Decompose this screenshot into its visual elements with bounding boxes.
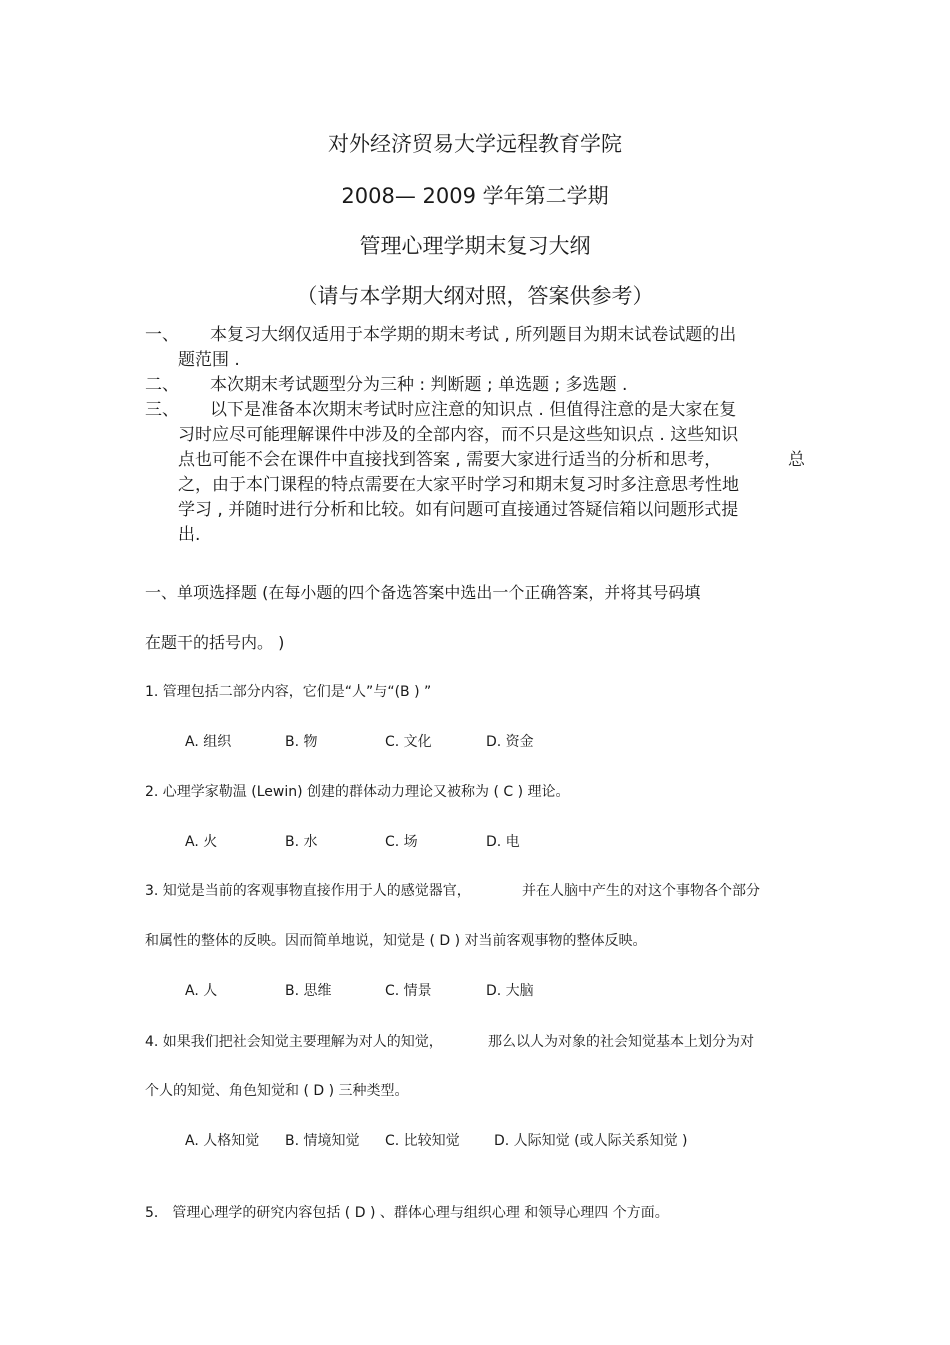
question-2-option-a: A. 火 xyxy=(185,834,218,850)
intro-item-3-line-2: 习时应尽可能理解课件中涉及的全部内容，而不只是这些知识点 . 这些知识 xyxy=(178,425,739,445)
intro-item-1-line-1: 本复习大纲仅适用于本学期的期末考试 , 所列题目为期末试卷试题的出 xyxy=(210,325,737,345)
question-1-option-b: B. 物 xyxy=(285,734,318,750)
question-4-option-c: C. 比较知觉 xyxy=(385,1133,460,1149)
question-2-option-c: C. 场 xyxy=(385,834,418,850)
question-1-option-c: C. 文化 xyxy=(385,734,432,750)
intro-item-2-line-1: 本次期末考试题型分为三种 : 判断题 ; 单选题 ; 多选题 . xyxy=(210,375,628,395)
question-5: 5． 管理心理学的研究内容包括 ( D ) 、群体心理与组织心理 和领导心理四 个方面。 xyxy=(145,1205,669,1221)
question-2-option-d: D. 电 xyxy=(486,834,520,850)
intro-item-3-line-3: 点也可能不会在课件中直接找到答案 , 需要大家进行适当的分析和思考， xyxy=(178,450,722,470)
question-3-option-b: B. 思维 xyxy=(285,983,332,999)
question-3-line-1: 3. 知觉是当前的客观事物直接作用于人的感觉器官， xyxy=(145,883,471,899)
intro-item-3-line-1: 以下是准备本次期末考试时应注意的知识点 . 但值得注意的是大家在复 xyxy=(210,400,737,420)
question-1-option-d: D. 资金 xyxy=(486,734,534,750)
question-3-option-c: C. 情景 xyxy=(385,983,432,999)
question-3-line-2: 和属性的整体的反映。因而简单地说，知觉是 ( D ) 对当前客观事物的整体反映。 xyxy=(145,933,647,949)
school-title: 对外经济贸易大学远程教育学院 xyxy=(328,132,622,156)
intro-item-3-line-4: 之，由于本门课程的特点需要在大家平时学习和期末复习时多注意思考性地 xyxy=(178,475,739,495)
term-title: 2008— 2009 学年第二学期 xyxy=(341,184,609,208)
question-3-option-a: A. 人 xyxy=(185,983,218,999)
section-heading-line-2: 在题干的括号内。 ) xyxy=(145,633,285,652)
intro-number-2: 二、 xyxy=(145,375,179,395)
question-4-option-b: B. 情境知觉 xyxy=(285,1133,360,1149)
question-4-line-1-end: 那么以人为对象的社会知觉基本上划分为对 xyxy=(488,1034,754,1050)
note-title: （请与本学期大纲对照，答案供参考） xyxy=(296,284,654,308)
course-title: 管理心理学期末复习大纲 xyxy=(359,234,591,258)
intro-number-1: 一、 xyxy=(145,325,179,345)
question-1-option-a: A. 组织 xyxy=(185,734,232,750)
intro-item-3-line-3-end: 总 xyxy=(788,450,805,470)
question-1: 1. 管理包括二部分内容，它们是“人”与“(B ) ” xyxy=(145,684,432,700)
question-4-option-a: A. 人格知觉 xyxy=(185,1133,260,1149)
question-4-option-d: D. 人际知觉 (或人际关系知觉 ) xyxy=(494,1133,688,1149)
intro-item-3-line-6: 出. xyxy=(178,525,201,545)
intro-number-3: 三、 xyxy=(145,400,179,420)
question-2: 2. 心理学家勒温 (Lewin) 创建的群体动力理论又被称为 ( C ) 理论。 xyxy=(145,784,570,800)
question-3-option-d: D. 大脑 xyxy=(486,983,534,999)
section-heading-line-1: 一、单项选择题 (在每小题的四个备选答案中选出一个正确答案，并将其号码填 xyxy=(145,583,701,602)
question-4-line-2: 个人的知觉、角色知觉和 ( D ) 三种类型。 xyxy=(145,1083,409,1099)
question-4-line-1: 4. 如果我们把社会知觉主要理解为对人的知觉， xyxy=(145,1034,443,1050)
intro-item-3-line-5: 学习 , 并随时进行分析和比较。如有问题可直接通过答疑信箱以问题形式提 xyxy=(178,500,739,520)
question-2-option-b: B. 水 xyxy=(285,834,318,850)
question-3-line-1-end: 并在人脑中产生的对这个事物各个部分 xyxy=(522,883,760,899)
intro-item-1-line-2: 题范围 . xyxy=(178,350,240,370)
